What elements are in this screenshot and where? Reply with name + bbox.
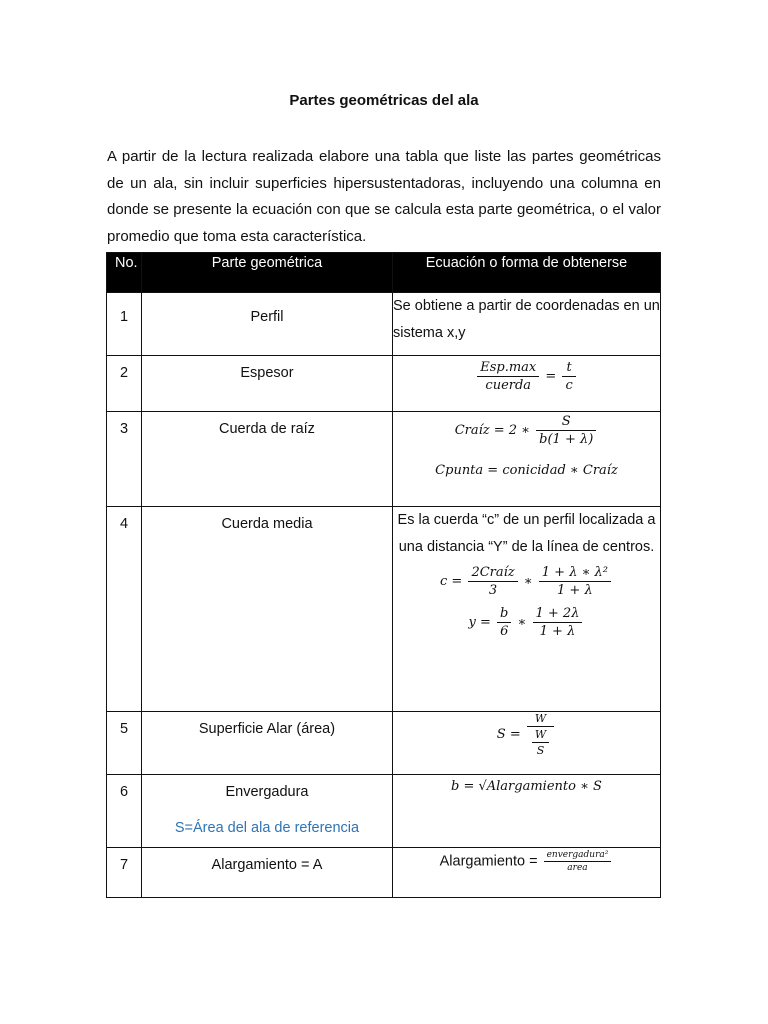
row-part: Espesor — [141, 356, 392, 412]
row-number: 2 — [107, 356, 142, 412]
row-equation: Craíz = 2 ∗ $\frac{S}{b(1 + \lambda)}$ Cpunta = conicidad ∗ Craíz — [392, 412, 660, 507]
row-part: Cuerda media — [141, 507, 392, 712]
table-row — [107, 356, 661, 412]
row-equation-text: Se obtiene a partir de coordenadas en un sistema x,y — [392, 293, 660, 356]
row-part: Envergadura S=Área del ala de referencia — [141, 775, 392, 848]
row-number: 5 — [107, 712, 142, 775]
row-number: 4 — [107, 507, 142, 712]
row-part: Perfil — [141, 293, 392, 356]
row-equation: Es la cuerda “c” de un perfil localizada a una distancia “Y” de la línea de centros. c = $\frac{\text{2Craíz}}{3}$ ∗ $\frac{\text{1 + λ ∗ λ²}}{1 + \lambda}$ y = $\frac{b}{6}$ ∗ $\frac{1 + 2\lambda}{1 + \lambda}$ — [392, 507, 660, 712]
table-header-row — [107, 253, 661, 293]
row-number: 3 — [107, 412, 142, 507]
intro-paragraph: A partir de la lectura realizada elabore una tabla que liste las partes geométricas de un ala, sin incluir superficies hipersustentadoras, incluyendo una columna en donde se presente la ecuación con que se calcula esta parte geométrica, o el valor promedio que toma esta característica. — [107, 148, 661, 245]
row-part: Alargamiento = A — [141, 848, 392, 898]
table-row — [107, 712, 661, 775]
row-equation: S = $\frac{W}{\frac{W}{S}}$ — [392, 712, 660, 775]
row-part: Superficie Alar (área) — [141, 712, 392, 775]
header-part: Parte geométrica — [141, 253, 392, 293]
row-equation: b = √Alargamiento ∗ S — [392, 775, 660, 848]
table-row — [107, 412, 661, 507]
header-equation: Ecuación o forma de obtenerse — [392, 253, 660, 293]
table-row — [107, 848, 661, 898]
row-part: Cuerda de raíz — [141, 412, 392, 507]
row-number: 6 — [107, 775, 142, 848]
row-equation: $\frac{\text{Esp.max}}{\text{cuerda}}$ = $\frac{t}{c}$ — [392, 356, 660, 412]
geometry-table — [106, 252, 661, 898]
note-reference-area: S=Área del ala de referencia — [174, 820, 360, 836]
row-number: 1 — [107, 293, 142, 356]
table-row — [107, 775, 661, 848]
table-row — [107, 293, 661, 356]
page-title: Partes geométricas del ala — [289, 92, 479, 109]
row-equation: Alargamiento = $\frac{\text{envergadura²}}{\text{area}}$ — [392, 848, 660, 898]
header-no: No. — [107, 253, 142, 293]
row-number: 7 — [107, 848, 142, 898]
table-row — [107, 507, 661, 712]
